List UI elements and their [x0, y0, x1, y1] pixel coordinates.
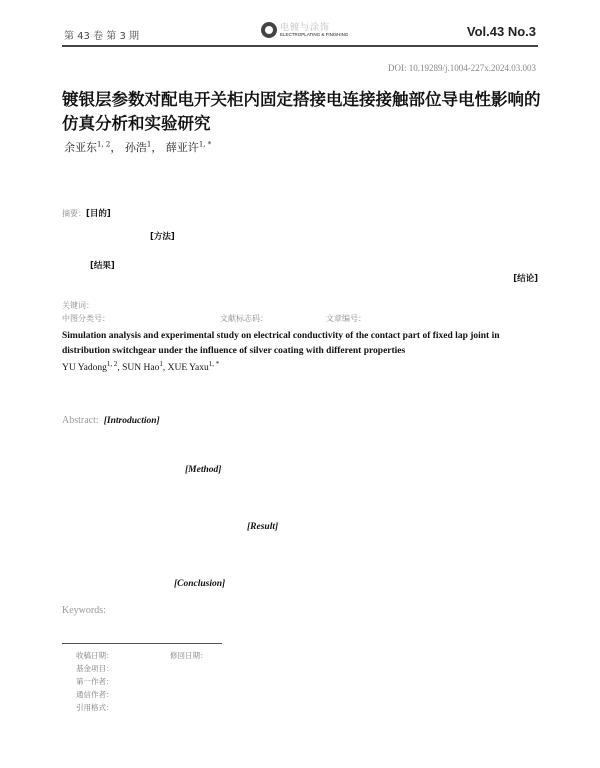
- footnote-citation: 引用格式：: [76, 703, 114, 712]
- authors-en: [62, 360, 219, 373]
- keywords-en: Keywords:: [62, 605, 106, 616]
- header-rule: [62, 45, 538, 47]
- footnote-revised: 修回日期：: [170, 651, 208, 660]
- paper-title-en: Simulation analysis and experimental study on electrical conductivity of the contact part of fixed lap joint in distribution switchgear under the influence of silver coating with different properties: [62, 331, 500, 356]
- logo-text-en: ELECTROPLATING & FINISHING: [280, 32, 349, 37]
- author-name: XUE Yaxu: [167, 363, 209, 374]
- footnote-fund: 基金项目：: [76, 664, 114, 673]
- author-affiliation: 1, *: [198, 140, 212, 149]
- clc-number: 中图分类号：: [62, 314, 110, 323]
- abstract-method-cn: [方法]: [150, 232, 175, 242]
- author-affiliation: 1, 2: [97, 140, 111, 149]
- author-affiliation: 1: [159, 360, 163, 368]
- abstract-objective-cn: [目的]: [86, 209, 111, 219]
- journal-volume: Vol.43 No.3: [466, 24, 536, 39]
- footnote-first-author: 第一作者：: [76, 677, 114, 686]
- author-name: 孙浩: [124, 141, 147, 154]
- logo-icon: [261, 22, 277, 38]
- footnote-rule: [62, 643, 222, 644]
- abstract-en: [62, 408, 160, 427]
- author-affiliation: 1, 2: [106, 360, 118, 368]
- author-affiliation: 1, *: [208, 360, 220, 368]
- author-name: YU Yadong: [62, 363, 107, 374]
- abstract-label-en: Abstract:: [62, 415, 99, 426]
- author-name: SUN Hao: [122, 363, 160, 374]
- abstract-conclusion-cn: [结论]: [513, 274, 538, 284]
- author-separator: ,: [162, 363, 168, 374]
- abstract-method-en: [Method]: [185, 465, 222, 475]
- abstract-cn: [62, 201, 111, 220]
- author-separator: ，: [110, 141, 122, 154]
- article-id: 文章编号：: [326, 314, 366, 323]
- abstract-label-cn: 摘要：: [62, 209, 86, 218]
- journal-logo: [261, 20, 349, 42]
- footnote-corresponding: 通信作者：: [76, 690, 114, 699]
- footnote-received: 收稿日期：: [76, 651, 114, 660]
- abstract-result-en: [Result]: [247, 522, 279, 532]
- abstract-conclusion-en: [Conclusion]: [174, 579, 226, 589]
- journal-issue: 第 43 卷 第 3 期: [64, 31, 139, 42]
- author-name: 余亚东: [64, 141, 97, 154]
- abstract-result-cn: [结果]: [90, 261, 115, 271]
- author-affiliation: 1: [146, 140, 152, 149]
- author-separator: ，: [151, 141, 163, 154]
- doi[interactable]: DOI: 10.19289/j.1004-227x.2024.03.003: [388, 63, 536, 73]
- author-separator: ,: [117, 363, 123, 374]
- document-code: 文献标志码：: [220, 314, 268, 323]
- abstract-introduction-en: [Introduction]: [103, 416, 160, 426]
- paper-title-cn: 镀银层参数对配电开关柜内固定搭接电连接接触部位导电性影响的仿真分析和实验研究: [62, 90, 541, 133]
- authors-cn: [64, 139, 211, 155]
- logo-text-cn: 电镀与涂饰: [280, 23, 331, 33]
- author-name: 薛亚许: [165, 141, 199, 154]
- keywords-cn: 关键词：: [62, 301, 94, 310]
